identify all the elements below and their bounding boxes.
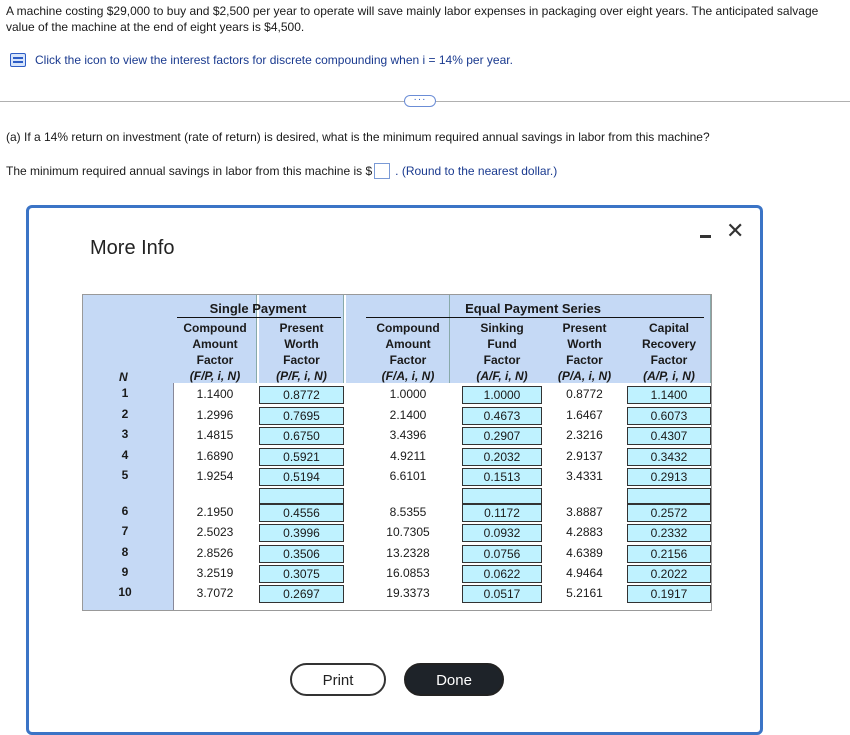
table-cell: 2.1400 bbox=[389, 408, 427, 422]
table-cell: 4.9211 bbox=[390, 449, 426, 463]
row-n-label: 5 bbox=[121, 468, 129, 482]
table-cell: 1.0000 bbox=[462, 386, 542, 404]
column-header-line: Worth bbox=[567, 337, 602, 351]
table-cell: 0.6073 bbox=[627, 407, 711, 425]
table-cell: 0.2572 bbox=[627, 504, 711, 522]
table-cell: 0.3432 bbox=[627, 448, 711, 466]
column-header-line: Sinking bbox=[480, 321, 524, 335]
table-cell: 1.1400 bbox=[196, 387, 234, 401]
column-header-line: Factor bbox=[650, 353, 688, 367]
n-header: N bbox=[119, 370, 128, 384]
table-cell: 0.3996 bbox=[259, 524, 344, 542]
column-header-symbol: (P/A, i, N) bbox=[557, 369, 612, 383]
column-header-line: Factor bbox=[283, 353, 320, 367]
group-underline-equal bbox=[366, 317, 704, 318]
table-cell: 16.0853 bbox=[386, 566, 430, 580]
table-cell: 0.1172 bbox=[462, 504, 542, 522]
column-header-symbol: (A/F, i, N) bbox=[476, 369, 528, 383]
table-cell: 0.0622 bbox=[462, 565, 542, 583]
column-header-line: Recovery bbox=[641, 337, 697, 351]
column-header-line: Worth bbox=[284, 337, 319, 351]
table-cell: 10.7305 bbox=[386, 525, 430, 539]
table-cell: 0.8772 bbox=[259, 386, 344, 404]
problem-statement: A machine costing $29,000 to buy and $2,500 per year to operate will save mainly labor expenses in packaging over eight years. The anticipated salvage value of the machine at the end of eight years is $4,500. bbox=[6, 4, 819, 34]
expand-more-button[interactable]: ··· bbox=[404, 95, 436, 107]
table-cell: 0.2907 bbox=[462, 427, 542, 445]
column-header-line: Factor bbox=[483, 353, 521, 367]
column-header-line: Factor bbox=[566, 353, 603, 367]
table-cell: 2.3216 bbox=[566, 428, 603, 442]
answer-prefix: The minimum required annual savings in labor from this machine is $ bbox=[6, 164, 373, 178]
table-cell: 5.2161 bbox=[566, 586, 603, 600]
book-icon[interactable] bbox=[10, 53, 26, 67]
table-cell: 2.9137 bbox=[566, 449, 603, 463]
table-cell: 13.2328 bbox=[386, 546, 430, 560]
column-header-line: Present bbox=[279, 321, 324, 335]
table-cell: 4.9464 bbox=[566, 566, 603, 580]
table-cell: 3.4396 bbox=[389, 428, 427, 442]
column-header-line: Present bbox=[562, 321, 607, 335]
table-cell: 0.1513 bbox=[462, 468, 542, 486]
table-cell: 3.7072 bbox=[196, 586, 234, 600]
group-label-single-payment: Single Payment bbox=[209, 301, 307, 316]
interest-factors-link[interactable]: Click the icon to view the interest factors for discrete compounding when i = 14% per year. bbox=[35, 53, 513, 67]
table-cell: 8.5355 bbox=[389, 505, 427, 519]
table-cell: 0.2022 bbox=[627, 565, 711, 583]
table-cell: 4.6389 bbox=[566, 546, 603, 560]
table-cell: 1.0000 bbox=[389, 387, 427, 401]
table-cell: 0.0517 bbox=[462, 585, 542, 603]
row-n-label: 1 bbox=[121, 386, 129, 400]
more-info-dialog bbox=[26, 205, 763, 735]
row-n-label: 4 bbox=[121, 448, 129, 462]
table-cell: 1.6890 bbox=[196, 449, 234, 463]
print-button[interactable]: Print bbox=[290, 663, 386, 696]
column-header-line: Factor bbox=[389, 353, 427, 367]
table-cell: 1.9254 bbox=[196, 469, 234, 483]
table-cell: 0.8772 bbox=[566, 387, 603, 401]
row-n-label: 7 bbox=[121, 524, 129, 538]
table-cell: 0.2913 bbox=[627, 468, 711, 486]
column-header-line: Amount bbox=[385, 337, 431, 351]
table-cell: 0.6750 bbox=[259, 427, 344, 445]
column-header-line: Fund bbox=[487, 337, 517, 351]
table-cell: 3.8887 bbox=[566, 505, 603, 519]
column-header-symbol: (A/P, i, N) bbox=[643, 369, 695, 383]
row-n-label: 10 bbox=[118, 585, 132, 599]
row-n-label: 2 bbox=[121, 407, 129, 421]
table-cell: 0.0932 bbox=[462, 524, 542, 542]
table-cell: 0.4556 bbox=[259, 504, 344, 522]
column-header-line: Compound bbox=[183, 321, 247, 335]
table-cell: 0.1917 bbox=[627, 585, 711, 603]
table-cell: 2.8526 bbox=[196, 546, 234, 560]
column-header-symbol: (F/P, i, N) bbox=[189, 369, 241, 383]
column-header-line: Compound bbox=[376, 321, 440, 335]
done-button[interactable]: Done bbox=[404, 663, 504, 696]
table-cell: 0.3075 bbox=[259, 565, 344, 583]
row-n-label: 8 bbox=[121, 545, 129, 559]
table-cell: 0.0756 bbox=[462, 545, 542, 563]
close-icon[interactable]: ✕ bbox=[726, 218, 745, 243]
group-label-equal-payment: Equal Payment Series bbox=[465, 301, 601, 316]
row-n-label: 9 bbox=[121, 565, 129, 579]
table-cell: 3.4331 bbox=[566, 469, 603, 483]
table-cell: 0.2032 bbox=[462, 448, 542, 466]
row-separator-cell bbox=[462, 488, 542, 504]
table-cell: 6.6101 bbox=[389, 469, 427, 483]
column-header-line: Factor bbox=[196, 353, 234, 367]
interest-factor-table bbox=[82, 294, 712, 611]
table-cell: 0.4307 bbox=[627, 427, 711, 445]
table-cell: 0.4673 bbox=[462, 407, 542, 425]
table-cell: 2.5023 bbox=[196, 525, 234, 539]
table-cell: 3.2519 bbox=[196, 566, 234, 580]
question-a: (a) If a 14% return on investment (rate of return) is desired, what is the minimum required annual savings in labor from this machine? bbox=[6, 130, 710, 144]
dialog-title: More Info bbox=[90, 237, 175, 259]
answer-row bbox=[6, 162, 557, 180]
row-separator-cell bbox=[627, 488, 711, 504]
table-cell: 0.2697 bbox=[259, 585, 344, 603]
group-underline-single bbox=[177, 317, 341, 318]
table-cell: 1.1400 bbox=[627, 386, 711, 404]
table-cell: 19.3373 bbox=[386, 586, 430, 600]
interest-factors-link-row[interactable] bbox=[10, 52, 513, 68]
row-n-label: 6 bbox=[121, 504, 129, 518]
column-header-symbol: (F/A, i, N) bbox=[381, 369, 435, 383]
table-cell: 1.6467 bbox=[566, 408, 603, 422]
table-cell: 0.5921 bbox=[259, 448, 344, 466]
table-cell: 4.2883 bbox=[566, 525, 603, 539]
table-cell: 0.5194 bbox=[259, 468, 344, 486]
column-header-symbol: (P/F, i, N) bbox=[276, 369, 327, 383]
row-separator-cell bbox=[259, 488, 344, 504]
table-cell: 0.2156 bbox=[627, 545, 711, 563]
column-header-line: Amount bbox=[192, 337, 238, 351]
table-cell: 1.2996 bbox=[196, 408, 234, 422]
table-cell: 0.7695 bbox=[259, 407, 344, 425]
minimize-icon[interactable] bbox=[699, 224, 713, 240]
row-n-label: 3 bbox=[121, 427, 129, 441]
table-cell: 2.1950 bbox=[196, 505, 234, 519]
table-cell: 0.2332 bbox=[627, 524, 711, 542]
table-cell: 0.3506 bbox=[259, 545, 344, 563]
column-header-line: Capital bbox=[648, 321, 689, 335]
table-cell: 1.4815 bbox=[196, 428, 234, 442]
answer-input[interactable] bbox=[374, 163, 390, 179]
answer-rounding-note: . (Round to the nearest dollar.) bbox=[395, 164, 558, 178]
